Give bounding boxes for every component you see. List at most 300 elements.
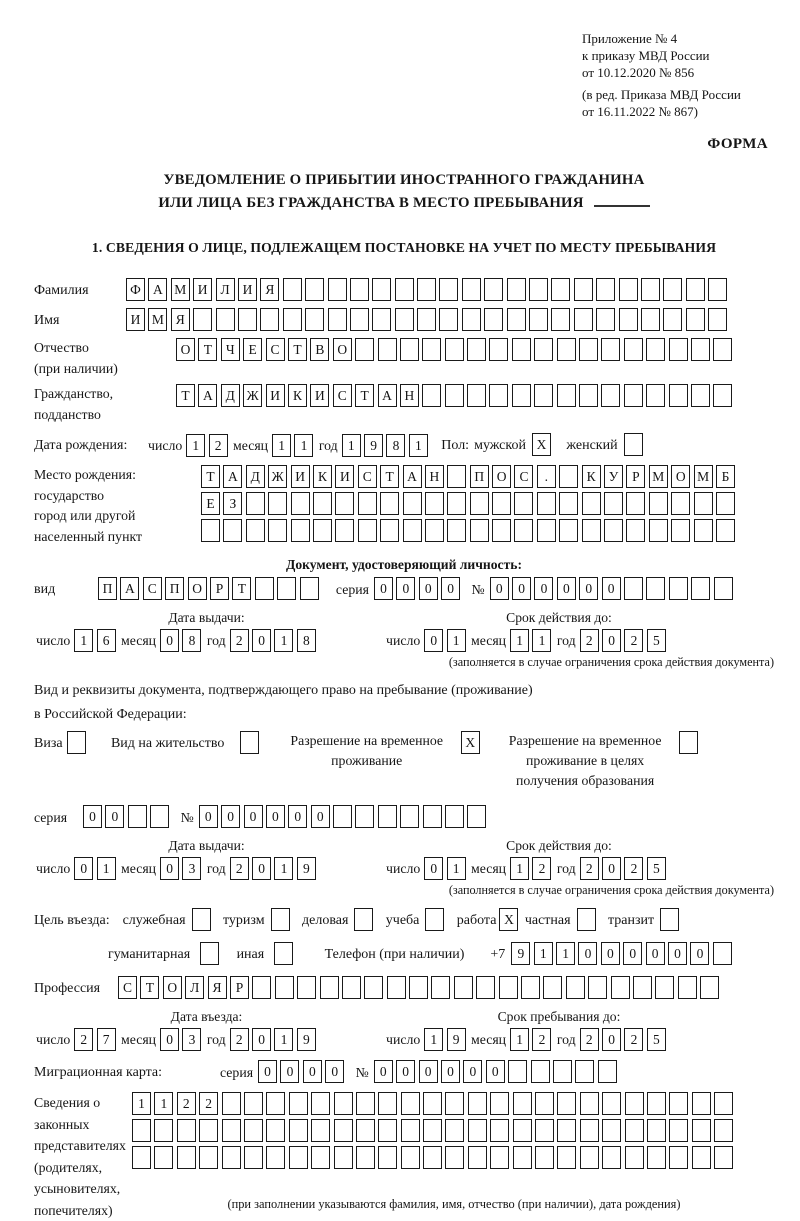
char-box[interactable] [283, 278, 302, 301]
char-box[interactable] [604, 492, 623, 515]
char-box[interactable] [508, 1060, 527, 1083]
purpose-work-checkbox[interactable]: X [499, 908, 518, 931]
char-box[interactable] [484, 308, 503, 331]
char-box[interactable] [378, 1146, 397, 1169]
char-box[interactable] [625, 1146, 644, 1169]
char-box[interactable]: 2 [532, 857, 551, 880]
char-box[interactable]: Т [380, 465, 399, 488]
char-box[interactable] [422, 384, 441, 407]
char-box[interactable]: К [313, 465, 332, 488]
char-box[interactable]: 1 [154, 1092, 173, 1115]
char-box[interactable]: 1 [510, 857, 529, 880]
char-box[interactable] [289, 1092, 308, 1115]
char-box[interactable] [537, 519, 556, 542]
char-box[interactable]: И [193, 278, 212, 301]
purpose-private-checkbox[interactable] [577, 908, 596, 931]
char-box[interactable]: С [266, 338, 285, 361]
char-box[interactable] [445, 338, 464, 361]
char-box[interactable]: 0 [221, 805, 240, 828]
char-box[interactable]: 0 [258, 1060, 277, 1083]
char-box[interactable] [602, 1092, 621, 1115]
char-box[interactable]: Я [208, 976, 227, 999]
char-box[interactable]: З [223, 492, 242, 515]
char-box[interactable] [646, 577, 665, 600]
char-box[interactable]: Я [171, 308, 190, 331]
char-box[interactable] [602, 1146, 621, 1169]
char-box[interactable] [557, 1092, 576, 1115]
char-box[interactable] [244, 1119, 263, 1142]
char-box[interactable]: С [358, 465, 377, 488]
char-box[interactable]: О [176, 338, 195, 361]
char-box[interactable] [320, 976, 339, 999]
char-box[interactable]: 0 [602, 1028, 621, 1051]
char-box[interactable] [579, 338, 598, 361]
char-box[interactable] [425, 492, 444, 515]
sex-male-checkbox[interactable]: X [532, 433, 551, 456]
char-box[interactable]: 0 [557, 577, 576, 600]
char-box[interactable]: 5 [647, 1028, 666, 1051]
char-box[interactable]: 0 [288, 805, 307, 828]
char-box[interactable]: 1 [534, 942, 553, 965]
char-box[interactable]: К [582, 465, 601, 488]
char-box[interactable]: Д [246, 465, 265, 488]
char-box[interactable] [694, 519, 713, 542]
char-box[interactable] [454, 976, 473, 999]
char-box[interactable]: 0 [602, 857, 621, 880]
char-box[interactable] [582, 519, 601, 542]
char-box[interactable] [678, 976, 697, 999]
char-box[interactable]: 9 [364, 434, 383, 457]
char-box[interactable] [543, 976, 562, 999]
char-box[interactable]: 0 [74, 857, 93, 880]
char-box[interactable] [150, 805, 169, 828]
char-box[interactable]: Е [243, 338, 262, 361]
purpose-tourism-checkbox[interactable] [271, 908, 290, 931]
char-box[interactable] [128, 805, 147, 828]
char-box[interactable] [514, 519, 533, 542]
char-box[interactable]: Т [201, 465, 220, 488]
char-box[interactable] [669, 1146, 688, 1169]
char-box[interactable]: 3 [182, 857, 201, 880]
char-box[interactable] [601, 338, 620, 361]
char-box[interactable]: И [126, 308, 145, 331]
char-box[interactable]: М [171, 278, 190, 301]
char-box[interactable] [154, 1146, 173, 1169]
char-box[interactable] [490, 1146, 509, 1169]
char-box[interactable]: 0 [325, 1060, 344, 1083]
char-box[interactable] [423, 1119, 442, 1142]
char-box[interactable]: 9 [511, 942, 530, 965]
char-box[interactable] [445, 1146, 464, 1169]
char-box[interactable] [588, 976, 607, 999]
char-box[interactable]: 1 [447, 629, 466, 652]
char-box[interactable] [335, 492, 354, 515]
char-box[interactable]: 0 [303, 1060, 322, 1083]
char-box[interactable]: И [291, 465, 310, 488]
char-box[interactable] [177, 1119, 196, 1142]
char-box[interactable] [356, 1092, 375, 1115]
char-box[interactable] [423, 805, 442, 828]
char-box[interactable] [423, 1146, 442, 1169]
char-box[interactable]: А [198, 384, 217, 407]
char-box[interactable] [467, 338, 486, 361]
char-box[interactable] [557, 1119, 576, 1142]
char-box[interactable] [663, 308, 682, 331]
char-box[interactable] [313, 492, 332, 515]
char-box[interactable]: О [163, 976, 182, 999]
char-box[interactable] [559, 492, 578, 515]
char-box[interactable] [624, 384, 643, 407]
char-box[interactable] [551, 278, 570, 301]
char-box[interactable]: 2 [624, 857, 643, 880]
char-box[interactable]: 0 [244, 805, 263, 828]
char-box[interactable] [513, 1146, 532, 1169]
char-box[interactable]: 1 [447, 857, 466, 880]
char-box[interactable] [417, 308, 436, 331]
char-box[interactable]: С [118, 976, 137, 999]
char-box[interactable]: Б [716, 465, 735, 488]
char-box[interactable] [470, 492, 489, 515]
char-box[interactable] [649, 492, 668, 515]
char-box[interactable] [512, 338, 531, 361]
sex-female-checkbox[interactable] [624, 433, 643, 456]
char-box[interactable]: И [238, 278, 257, 301]
char-box[interactable] [468, 1146, 487, 1169]
char-box[interactable] [499, 976, 518, 999]
char-box[interactable] [692, 1146, 711, 1169]
char-box[interactable] [626, 492, 645, 515]
char-box[interactable]: Ж [243, 384, 262, 407]
char-box[interactable]: 0 [463, 1060, 482, 1083]
char-box[interactable] [305, 308, 324, 331]
char-box[interactable]: 1 [274, 857, 293, 880]
char-box[interactable] [619, 308, 638, 331]
char-box[interactable]: Ж [268, 465, 287, 488]
char-box[interactable] [692, 1092, 711, 1115]
char-box[interactable]: Ф [126, 278, 145, 301]
char-box[interactable]: 0 [199, 805, 218, 828]
char-box[interactable]: 1 [97, 857, 116, 880]
char-box[interactable] [625, 1092, 644, 1115]
char-box[interactable] [574, 278, 593, 301]
char-box[interactable]: 1 [274, 1028, 293, 1051]
char-box[interactable]: 0 [601, 942, 620, 965]
char-box[interactable] [342, 976, 361, 999]
char-box[interactable] [602, 1119, 621, 1142]
char-box[interactable] [513, 1119, 532, 1142]
char-box[interactable] [646, 384, 665, 407]
char-box[interactable] [400, 338, 419, 361]
char-box[interactable] [289, 1119, 308, 1142]
char-box[interactable] [334, 1092, 353, 1115]
char-box[interactable] [246, 519, 265, 542]
char-box[interactable]: Т [288, 338, 307, 361]
char-box[interactable] [624, 577, 643, 600]
char-box[interactable]: 2 [230, 1028, 249, 1051]
char-box[interactable] [400, 805, 419, 828]
char-box[interactable]: 0 [486, 1060, 505, 1083]
char-box[interactable] [445, 805, 464, 828]
char-box[interactable] [291, 492, 310, 515]
char-box[interactable] [713, 338, 732, 361]
char-box[interactable] [490, 1119, 509, 1142]
char-box[interactable]: 5 [647, 629, 666, 652]
char-box[interactable] [700, 976, 719, 999]
char-box[interactable] [531, 1060, 550, 1083]
char-box[interactable]: Н [425, 465, 444, 488]
char-box[interactable] [423, 1092, 442, 1115]
char-box[interactable] [246, 492, 265, 515]
char-box[interactable] [328, 308, 347, 331]
char-box[interactable] [714, 1119, 733, 1142]
char-box[interactable]: Ч [221, 338, 240, 361]
char-box[interactable]: 0 [441, 1060, 460, 1083]
char-box[interactable]: И [266, 384, 285, 407]
char-box[interactable]: 2 [74, 1028, 93, 1051]
char-box[interactable] [492, 492, 511, 515]
char-box[interactable] [598, 1060, 617, 1083]
char-box[interactable] [521, 976, 540, 999]
char-box[interactable] [507, 278, 526, 301]
char-box[interactable]: 0 [578, 942, 597, 965]
char-box[interactable]: 9 [447, 1028, 466, 1051]
char-box[interactable]: 5 [647, 857, 666, 880]
char-box[interactable] [557, 384, 576, 407]
char-box[interactable]: 7 [97, 1028, 116, 1051]
char-box[interactable] [691, 338, 710, 361]
char-box[interactable]: О [188, 577, 207, 600]
char-box[interactable] [364, 976, 383, 999]
char-box[interactable] [260, 308, 279, 331]
char-box[interactable] [199, 1146, 218, 1169]
purpose-official-checkbox[interactable] [192, 908, 211, 931]
char-box[interactable]: Р [230, 976, 249, 999]
char-box[interactable]: 2 [532, 1028, 551, 1051]
char-box[interactable] [467, 805, 486, 828]
char-box[interactable]: 1 [274, 629, 293, 652]
char-box[interactable] [708, 308, 727, 331]
char-box[interactable] [671, 492, 690, 515]
char-box[interactable] [551, 308, 570, 331]
char-box[interactable]: 2 [580, 629, 599, 652]
char-box[interactable]: 0 [83, 805, 102, 828]
char-box[interactable] [403, 492, 422, 515]
char-box[interactable] [445, 384, 464, 407]
char-box[interactable] [626, 519, 645, 542]
char-box[interactable]: О [492, 465, 511, 488]
char-box[interactable] [222, 1092, 241, 1115]
char-box[interactable]: 0 [419, 577, 438, 600]
char-box[interactable] [401, 1119, 420, 1142]
char-box[interactable] [559, 465, 578, 488]
char-box[interactable] [492, 519, 511, 542]
char-box[interactable] [647, 1119, 666, 1142]
char-box[interactable] [596, 308, 615, 331]
char-box[interactable]: 1 [510, 629, 529, 652]
char-box[interactable] [244, 1092, 263, 1115]
char-box[interactable] [663, 278, 682, 301]
char-box[interactable] [514, 492, 533, 515]
char-box[interactable] [223, 519, 242, 542]
char-box[interactable] [447, 465, 466, 488]
char-box[interactable] [470, 519, 489, 542]
char-box[interactable]: 0 [374, 577, 393, 600]
char-box[interactable]: Я [260, 278, 279, 301]
char-box[interactable] [467, 384, 486, 407]
char-box[interactable] [358, 519, 377, 542]
char-box[interactable] [462, 308, 481, 331]
char-box[interactable] [401, 1092, 420, 1115]
char-box[interactable] [431, 976, 450, 999]
char-box[interactable] [275, 976, 294, 999]
char-box[interactable] [403, 519, 422, 542]
char-box[interactable] [507, 308, 526, 331]
purpose-business-checkbox[interactable] [354, 908, 373, 931]
purpose-transit-checkbox[interactable] [660, 908, 679, 931]
char-box[interactable] [557, 1146, 576, 1169]
char-box[interactable] [266, 1119, 285, 1142]
char-box[interactable]: 1 [272, 434, 291, 457]
char-box[interactable]: 0 [690, 942, 709, 965]
char-box[interactable]: А [403, 465, 422, 488]
char-box[interactable]: 1 [74, 629, 93, 652]
char-box[interactable] [535, 1146, 554, 1169]
char-box[interactable] [582, 492, 601, 515]
char-box[interactable] [372, 278, 391, 301]
char-box[interactable]: 8 [386, 434, 405, 457]
char-box[interactable]: Н [400, 384, 419, 407]
char-box[interactable] [669, 1092, 688, 1115]
char-box[interactable] [691, 577, 710, 600]
char-box[interactable] [311, 1092, 330, 1115]
char-box[interactable]: С [143, 577, 162, 600]
char-box[interactable]: 0 [280, 1060, 299, 1083]
char-box[interactable] [713, 942, 732, 965]
char-box[interactable] [692, 1119, 711, 1142]
char-box[interactable] [297, 976, 316, 999]
char-box[interactable] [669, 577, 688, 600]
char-box[interactable] [439, 278, 458, 301]
char-box[interactable] [647, 1092, 666, 1115]
char-box[interactable]: 3 [182, 1028, 201, 1051]
char-box[interactable] [669, 384, 688, 407]
char-box[interactable]: Д [221, 384, 240, 407]
char-box[interactable] [380, 519, 399, 542]
char-box[interactable] [395, 308, 414, 331]
char-box[interactable] [238, 308, 257, 331]
char-box[interactable] [358, 492, 377, 515]
char-box[interactable] [378, 338, 397, 361]
char-box[interactable]: В [310, 338, 329, 361]
char-box[interactable] [425, 519, 444, 542]
char-box[interactable] [468, 1092, 487, 1115]
char-box[interactable] [604, 519, 623, 542]
char-box[interactable]: А [120, 577, 139, 600]
char-box[interactable]: 0 [396, 577, 415, 600]
char-box[interactable] [619, 278, 638, 301]
char-box[interactable]: Р [210, 577, 229, 600]
char-box[interactable]: 1 [532, 629, 551, 652]
char-box[interactable] [489, 338, 508, 361]
char-box[interactable] [266, 1092, 285, 1115]
char-box[interactable]: 1 [424, 1028, 443, 1051]
char-box[interactable] [439, 308, 458, 331]
char-box[interactable]: А [378, 384, 397, 407]
char-box[interactable] [445, 1092, 464, 1115]
char-box[interactable]: 0 [602, 577, 621, 600]
char-box[interactable] [529, 278, 548, 301]
char-box[interactable] [372, 308, 391, 331]
char-box[interactable]: С [333, 384, 352, 407]
char-box[interactable]: 2 [580, 1028, 599, 1051]
char-box[interactable] [334, 1119, 353, 1142]
char-box[interactable]: Е [201, 492, 220, 515]
char-box[interactable]: С [514, 465, 533, 488]
char-box[interactable] [447, 519, 466, 542]
char-box[interactable] [462, 278, 481, 301]
char-box[interactable]: 0 [441, 577, 460, 600]
char-box[interactable] [266, 1146, 285, 1169]
char-box[interactable]: 0 [419, 1060, 438, 1083]
char-box[interactable]: 2 [230, 857, 249, 880]
char-box[interactable] [490, 1092, 509, 1115]
char-box[interactable]: 1 [186, 434, 205, 457]
char-box[interactable] [252, 976, 271, 999]
char-box[interactable]: 0 [252, 629, 271, 652]
char-box[interactable] [154, 1119, 173, 1142]
char-box[interactable]: 1 [294, 434, 313, 457]
char-box[interactable] [380, 492, 399, 515]
char-box[interactable]: А [223, 465, 242, 488]
char-box[interactable] [311, 1146, 330, 1169]
char-box[interactable]: 9 [297, 857, 316, 880]
char-box[interactable]: М [649, 465, 668, 488]
char-box[interactable] [199, 1119, 218, 1142]
char-box[interactable] [713, 384, 732, 407]
char-box[interactable] [193, 308, 212, 331]
char-box[interactable]: 6 [97, 629, 116, 652]
char-box[interactable] [596, 278, 615, 301]
char-box[interactable] [333, 805, 352, 828]
char-box[interactable]: Р [626, 465, 645, 488]
char-box[interactable]: Т [140, 976, 159, 999]
char-box[interactable] [633, 976, 652, 999]
char-box[interactable] [355, 338, 374, 361]
char-box[interactable] [669, 1119, 688, 1142]
temp-residence-checkbox[interactable]: X [461, 731, 480, 754]
char-box[interactable]: 1 [342, 434, 361, 457]
char-box[interactable]: 0 [534, 577, 553, 600]
char-box[interactable]: 0 [160, 1028, 179, 1051]
char-box[interactable]: 0 [668, 942, 687, 965]
char-box[interactable] [268, 492, 287, 515]
char-box[interactable] [216, 308, 235, 331]
char-box[interactable] [401, 1146, 420, 1169]
char-box[interactable] [356, 1119, 375, 1142]
char-box[interactable] [277, 577, 296, 600]
char-box[interactable]: Л [185, 976, 204, 999]
char-box[interactable] [694, 492, 713, 515]
char-box[interactable] [489, 384, 508, 407]
char-box[interactable]: 8 [297, 629, 316, 652]
char-box[interactable] [580, 1119, 599, 1142]
char-box[interactable] [686, 278, 705, 301]
char-box[interactable] [580, 1146, 599, 1169]
char-box[interactable] [395, 278, 414, 301]
char-box[interactable]: 0 [646, 942, 665, 965]
char-box[interactable] [328, 278, 347, 301]
char-box[interactable] [222, 1146, 241, 1169]
